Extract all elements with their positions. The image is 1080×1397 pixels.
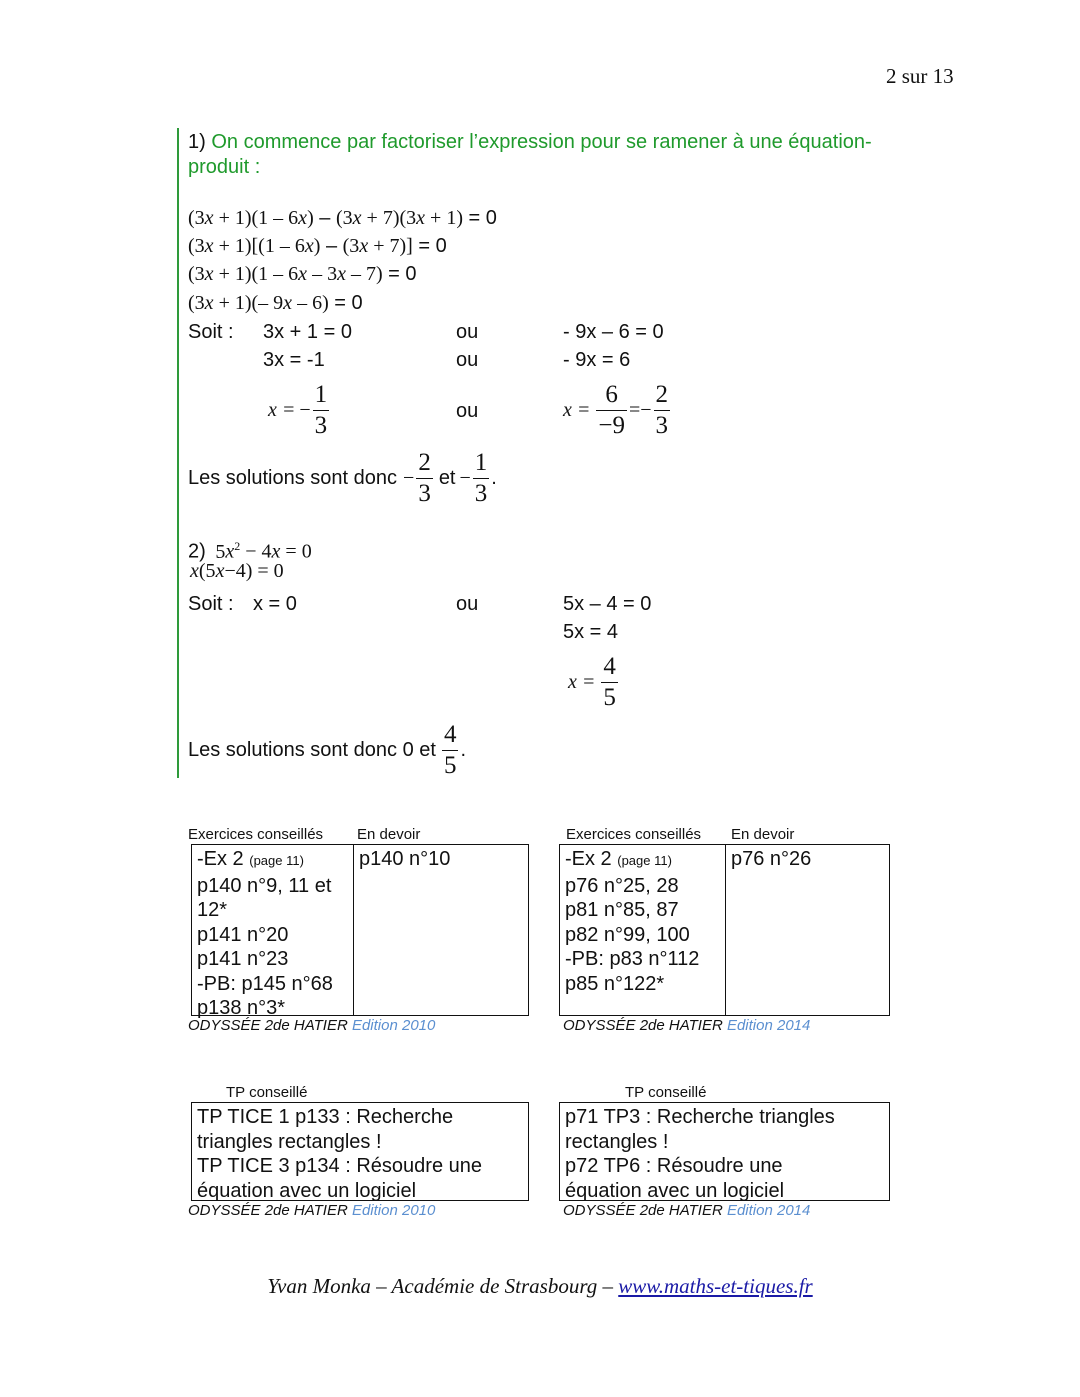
part1-intro-text: On commence par factoriser l’expression pour se ramener à une équation- (211, 131, 872, 153)
factor-step-4: (3x + 1)(– 9x – 6) = 0 (188, 292, 363, 314)
part2-eq-2: 5x = 4 (563, 621, 619, 643)
footer-link[interactable]: www.maths-et-tiques.fr (618, 1274, 813, 1298)
tp-left-box: TP TICE 1 p133 : Recherche triangles rectangles ! TP TICE 3 p134 : Résoudre une équation avec un logiciel (191, 1102, 529, 1201)
part1-solutions: Les solutions sont donc − $\frac{2}{3}$ et − $\frac{1}{3}$ . (188, 448, 497, 507)
factor-step-3: (3x + 1)(1 – 6x – 3x – 7) = 0 (188, 263, 417, 285)
exercises-left-table (191, 844, 529, 1019)
tp-left-caption: ODYSSÉE 2de HATIER Edition 2010 (188, 1202, 436, 1219)
part2-solutions: Les solutions sont donc 0 et $\frac{4}{5}$ . (188, 720, 467, 779)
part1-x-solution-left: x = − $\frac{1}{3}$ (268, 380, 328, 439)
margin-bar (177, 128, 179, 778)
exercises-left-label-conseilles: Exercices conseillés (188, 826, 324, 843)
fraction-six-minus-nine: $\frac{6}{-9}$ (598, 380, 625, 439)
factor-step-2: (3x + 1)[(1 – 6x) – (3x + 7)] = 0 (188, 235, 447, 257)
part2-x-zero: x = 0 (253, 593, 297, 615)
part1-intro-line2: produit : (188, 156, 261, 178)
exercises-left-caption: ODYSSÉE 2de HATIER Edition 2010 (188, 1017, 436, 1034)
part1-ou-2: ou (456, 349, 479, 371)
exercises-right-devoir-cell: p76 n°26 (731, 848, 812, 870)
footer (0, 1274, 1080, 1299)
solution-fraction-two-thirds: $\frac{2}{3}$ (418, 448, 431, 507)
exercises-right-table (559, 844, 890, 1016)
part2-eq-1: 5x – 4 = 0 (563, 593, 652, 615)
part2-soit: Soit : (188, 593, 234, 615)
part1-ou-1: ou (456, 321, 479, 343)
exercises-left-label-devoir: En devoir (357, 826, 421, 843)
tp-right-caption: ODYSSÉE 2de HATIER Edition 2014 (563, 1202, 811, 1219)
fraction-four-fifths: $\frac{4}{5}$ (603, 652, 616, 711)
exercises-right-label-conseilles: Exercices conseillés (566, 826, 702, 843)
exercises-right-conseilles-cell: -Ex 2 (page 11) p76 n°25, 28 p81 n°85, 87 p82 n°99, 100 -PB: p83 n°112 p85 n°122* (560, 845, 726, 1015)
fraction-one-third: $\frac{1}{3}$ (314, 380, 328, 439)
part1-number: 1) (188, 131, 206, 153)
part2-ou: ou (456, 593, 479, 615)
part2-factored: x(5x−4) = 0 (190, 560, 284, 582)
part1-eq-right-1: - 9x – 6 = 0 (563, 321, 664, 343)
part1-soit: Soit : (188, 321, 234, 343)
part1-eq-left-1: 3x + 1 = 0 (263, 321, 352, 343)
footer-author: Yvan Monka – Académie de Strasbourg – (267, 1274, 619, 1298)
exercises-right-label-devoir: En devoir (731, 826, 795, 843)
fraction-two-thirds: $\frac{2}{3}$ (655, 380, 669, 439)
exercises-left-devoir-cell: p140 n°10 (359, 848, 451, 870)
exercises-right-caption: ODYSSÉE 2de HATIER Edition 2014 (563, 1017, 811, 1034)
part2-x-solution: x = $\frac{4}{5}$ (568, 652, 616, 711)
part1-eq-right-2: - 9x = 6 (563, 349, 631, 371)
factor-step-1: (3x + 1)(1 – 6x) – (3x + 7)(3x + 1) = 0 (188, 207, 497, 229)
part1-eq-left-2: 3x = -1 (263, 349, 325, 371)
solution-fraction-four-fifths: $\frac{4}{5}$ (443, 720, 457, 779)
page-number: 2 sur 13 (886, 64, 954, 88)
part1-ou-3: ou (456, 400, 479, 422)
tp-right-box: p71 TP3 : Recherche triangles rectangles ! p72 TP6 : Résoudre une équation avec un logiciel (559, 1102, 890, 1201)
exercises-left-conseilles-cell: -Ex 2 (page 11) p140 n°9, 11 et 12* p141 n°20 p141 n°23 -PB: p145 n°68 p138 n°3* (192, 845, 354, 1015)
solution-fraction-one-third: $\frac{1}{3}$ (474, 448, 488, 507)
part2-equation: 2) $5x^2 - 4x = 0$ (188, 539, 312, 563)
tp-right-label: TP conseillé (625, 1084, 707, 1101)
tp-left-label: TP conseillé (226, 1084, 308, 1101)
part1-intro-line1 (188, 130, 872, 154)
part1-x-solution-right: x = $\frac{6}{-9}$ = − $\frac{2}{3}$ (563, 380, 669, 439)
